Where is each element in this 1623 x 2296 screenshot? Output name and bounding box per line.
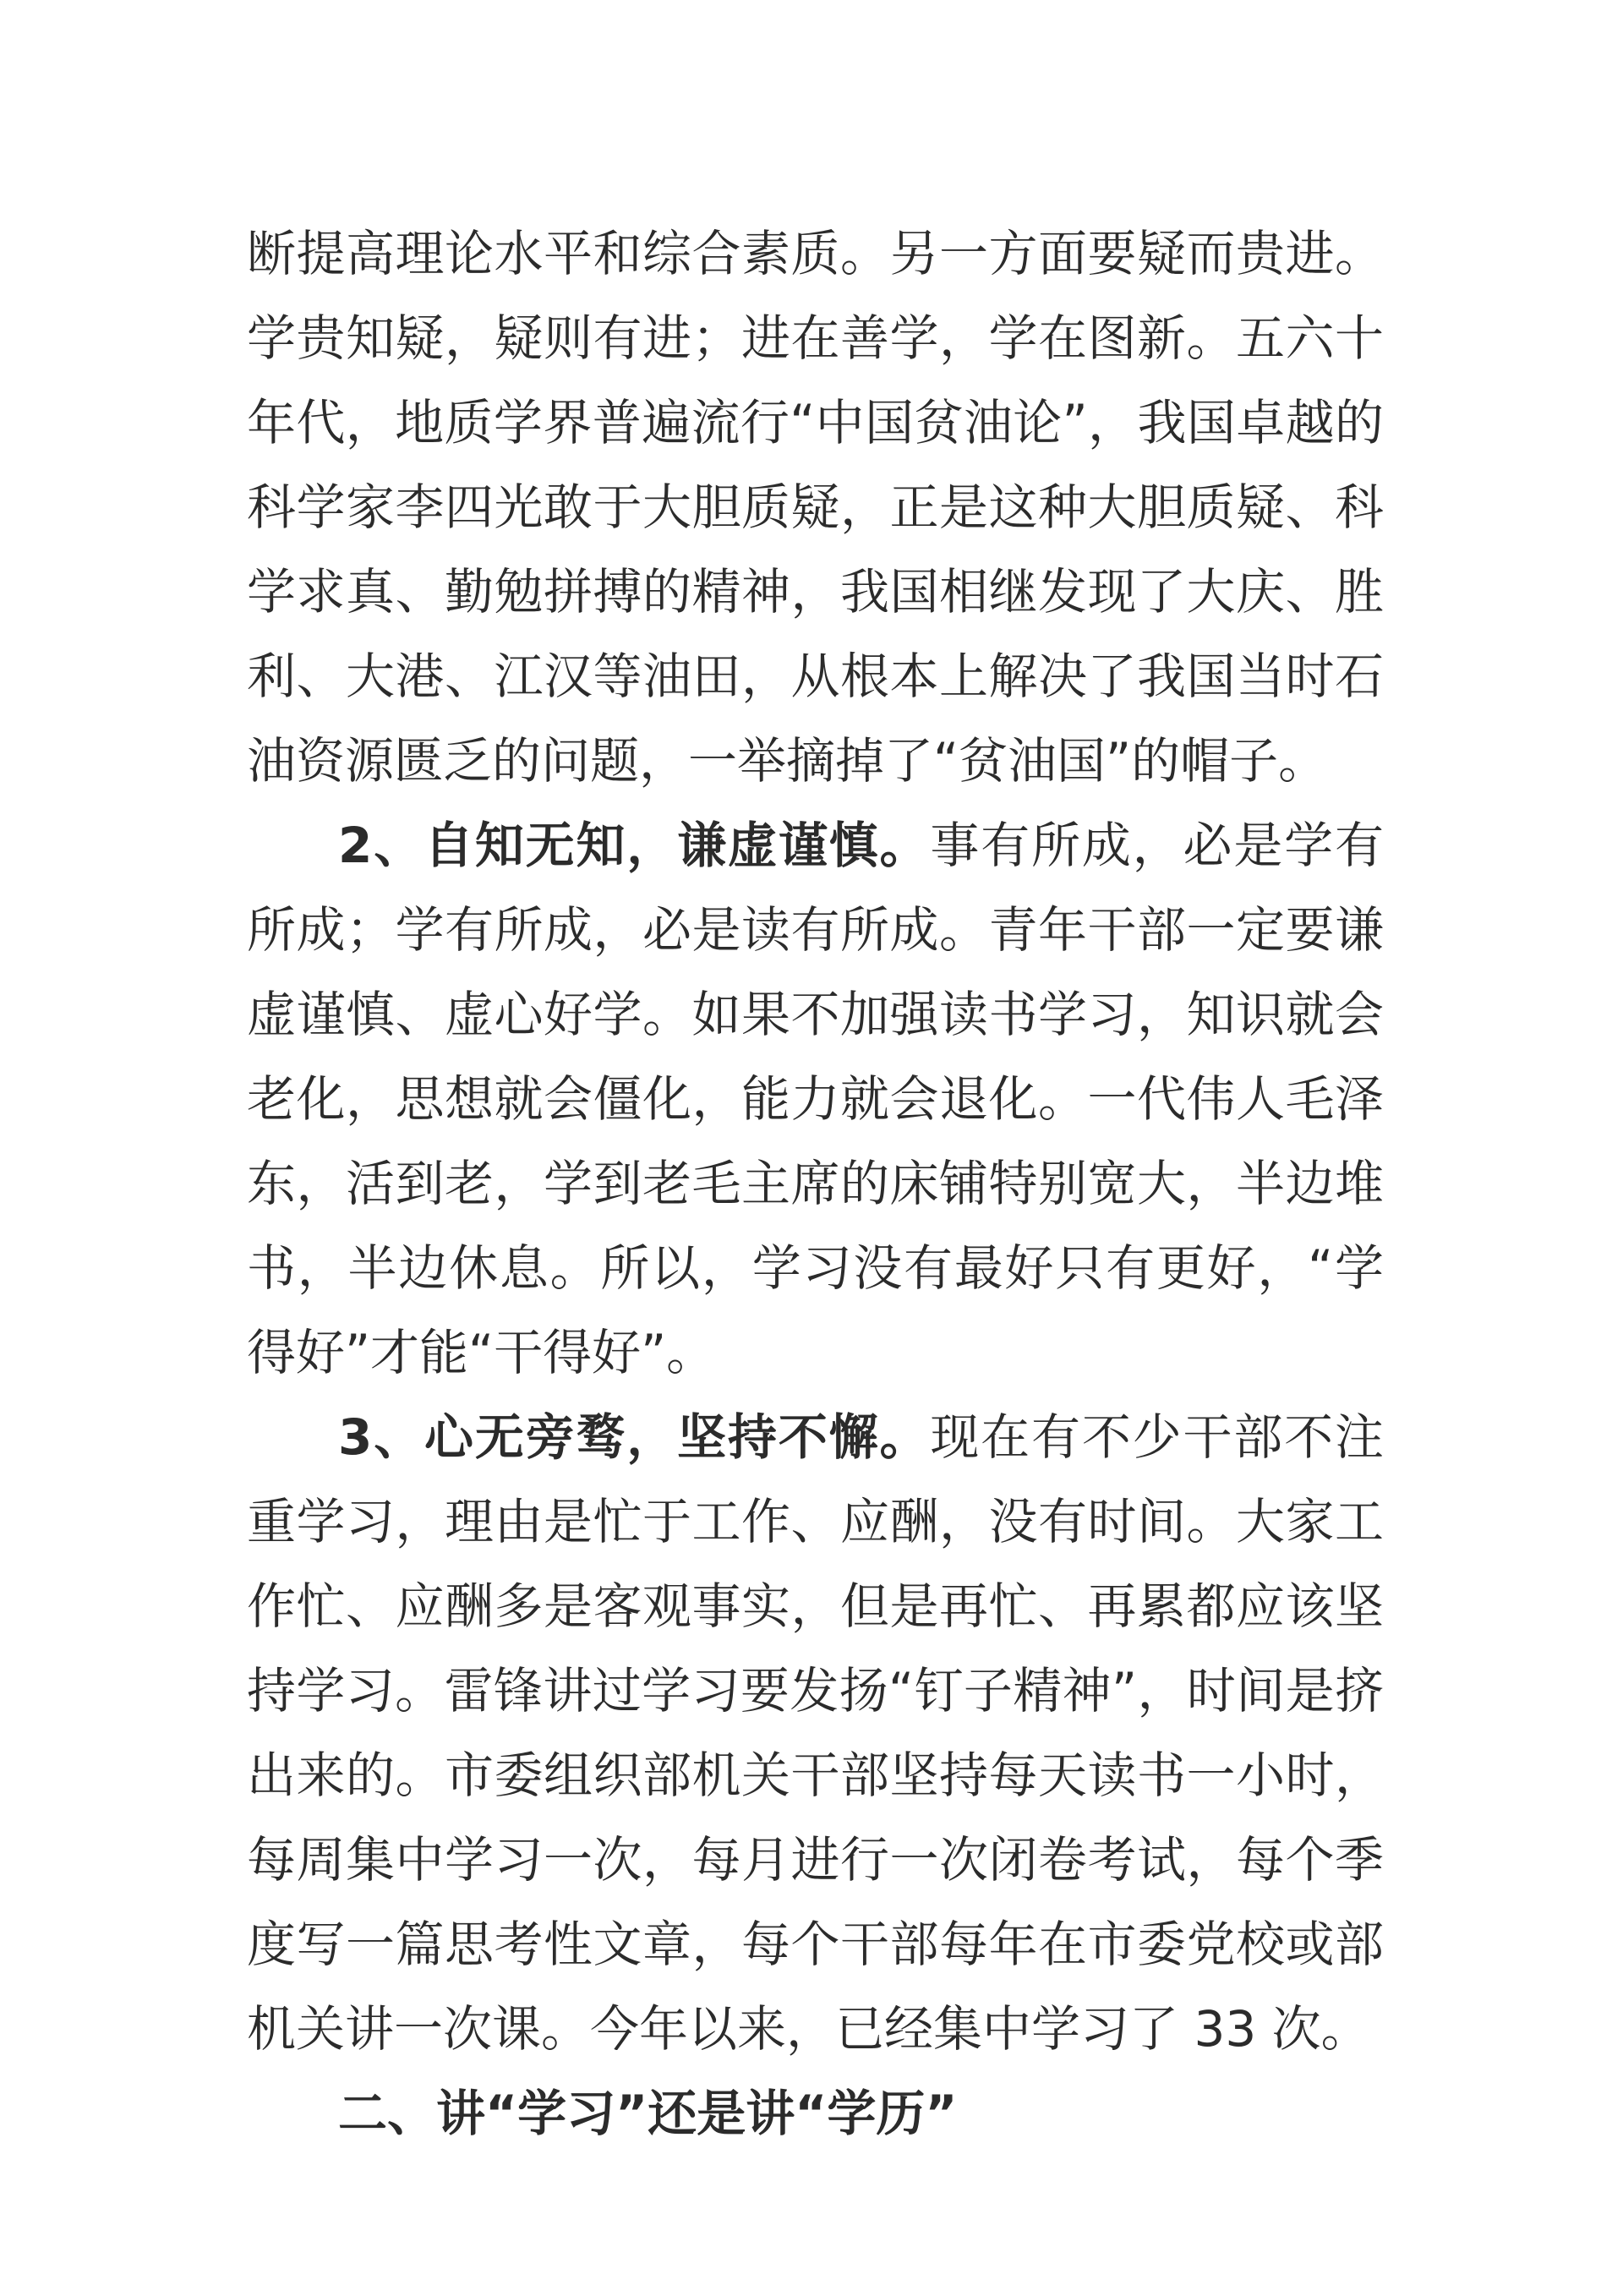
paragraph-item-2 bbox=[247, 803, 1384, 1395]
item-2-heading: 2、自知无知，谦虚谨慎。 bbox=[338, 817, 931, 874]
paragraph-item-3 bbox=[247, 1395, 1384, 2071]
item-3-body: 现在有不少干部不注重学习，理由是忙于工作、应酬，没有时间。大家工作忙、应酬多是客观事实，但是再忙、再累都应该坚持学习。雷锋讲过学习要发扬“钉子精神”，时间是挤出来的。市委组织部机关干部坚持每天读书一小时，每周集中学习一次，每月进行一次闭卷考试，每个季度写一篇思考性文章，每个干部每年在市委党校或部机关讲一次课。今年以来，已经集中学习了 33 次。 bbox=[247, 1408, 1384, 2058]
section-2-heading: 二、讲“学习”还是讲“学历” bbox=[338, 2085, 958, 2142]
document-body bbox=[247, 211, 1384, 2156]
item-3-heading: 3、心无旁骛，坚持不懈。 bbox=[338, 1408, 931, 1466]
paragraph-continuation: 断提高理论水平和综合素质。另一方面要疑而贵进。学贵知疑，疑则有进；进在善学，学在图新。五六十年代，地质学界普遍流行“中国贫油论”，我国卓越的科学家李四光敢于大胆质疑，正是这种大胆质疑、科学求真、勤勉拼搏的精神，我国相继发现了大庆、胜利、大港、江汉等油田，从根本上解决了我国当时石油资源匮乏的问题，一举摘掉了“贫油国”的帽子。 bbox=[247, 225, 1384, 790]
item-2-body: 事有所成，必是学有所成；学有所成，必是读有所成。青年干部一定要谦虚谨慎、虚心好学。如果不加强读书学习，知识就会老化，思想就会僵化，能力就会退化。一代伟人毛泽东，活到老，学到老毛主席的床铺特别宽大，半边堆书，半边休息。所以，学习没有最好只有更好，“学得好”才能“干得好”。 bbox=[247, 817, 1384, 1381]
